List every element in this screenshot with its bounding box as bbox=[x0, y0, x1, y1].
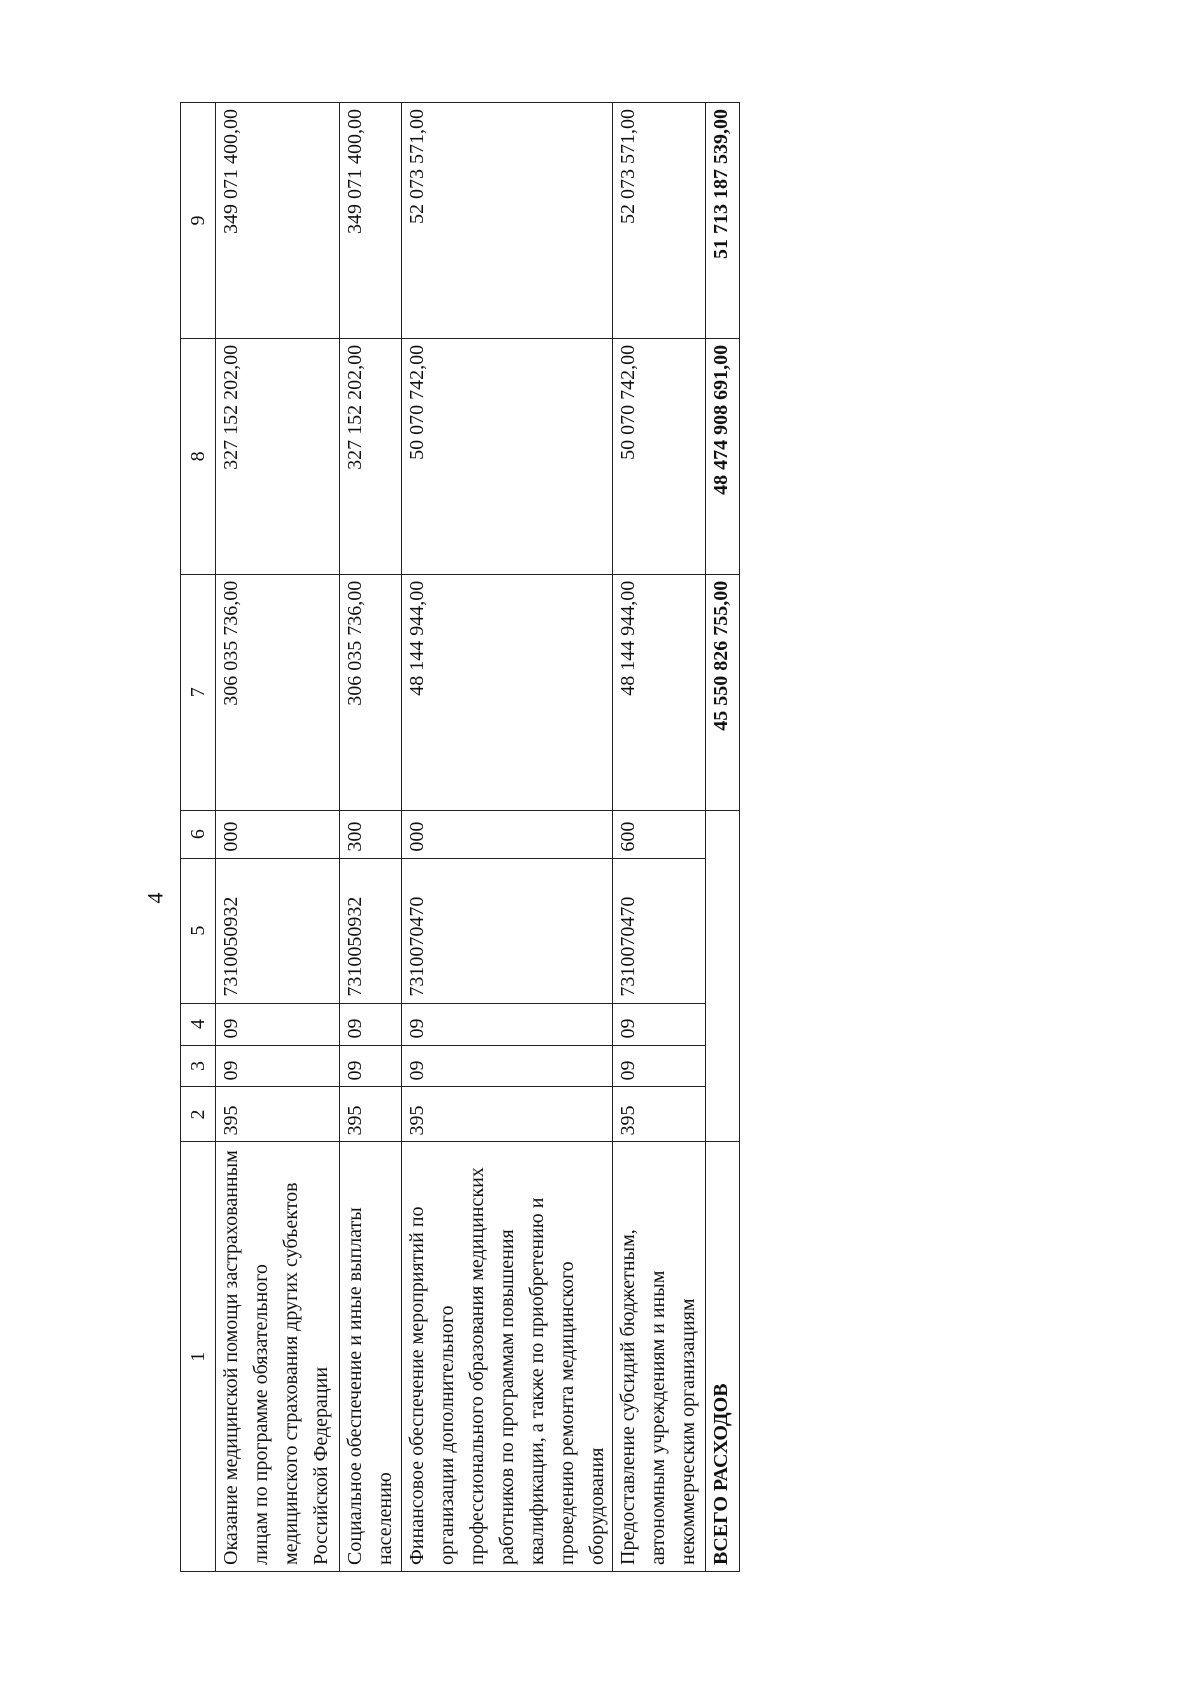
row-code-6: 000 bbox=[216, 810, 340, 858]
row-name: Социальное обеспечение и иные выплаты населению bbox=[340, 1142, 402, 1572]
row-code-4: 09 bbox=[613, 1003, 706, 1045]
row-code-6: 300 bbox=[340, 810, 402, 858]
table-row bbox=[216, 103, 340, 1572]
row-code-3: 09 bbox=[613, 1045, 706, 1087]
row-code-3: 09 bbox=[216, 1045, 340, 1087]
row-code-2: 395 bbox=[402, 1087, 613, 1142]
row-amount-8: 50 070 742,00 bbox=[402, 338, 613, 574]
row-code-4: 09 bbox=[216, 1003, 340, 1045]
total-row bbox=[706, 103, 740, 1572]
row-amount-8: 50 070 742,00 bbox=[613, 338, 706, 574]
header-col-5: 5 bbox=[181, 858, 216, 1003]
total-blank-cell bbox=[706, 810, 740, 1142]
budget-table bbox=[180, 102, 740, 1572]
row-amount-9: 52 073 571,00 bbox=[613, 103, 706, 339]
row-code-4: 09 bbox=[402, 1003, 613, 1045]
total-amount-8: 48 474 908 691,00 bbox=[706, 338, 740, 574]
row-amount-9: 349 071 400,00 bbox=[340, 103, 402, 339]
header-col-8: 8 bbox=[181, 338, 216, 574]
table-row bbox=[402, 103, 613, 1572]
row-code-3: 09 bbox=[402, 1045, 613, 1087]
header-col-3: 3 bbox=[181, 1045, 216, 1087]
total-amount-9: 51 713 187 539,00 bbox=[706, 103, 740, 339]
row-code-4: 09 bbox=[340, 1003, 402, 1045]
row-code-5: 7310050932 bbox=[340, 858, 402, 1003]
budget-table-container bbox=[180, 102, 740, 1572]
row-code-2: 395 bbox=[216, 1087, 340, 1142]
header-col-6: 6 bbox=[181, 810, 216, 858]
header-col-7: 7 bbox=[181, 574, 216, 810]
table-row bbox=[340, 103, 402, 1572]
row-amount-7: 48 144 944,00 bbox=[402, 574, 613, 810]
page-number: 4 bbox=[142, 892, 168, 904]
row-code-5: 7310050932 bbox=[216, 858, 340, 1003]
row-code-6: 600 bbox=[613, 810, 706, 858]
header-row bbox=[181, 103, 216, 1572]
row-amount-7: 48 144 944,00 bbox=[613, 574, 706, 810]
table-row bbox=[613, 103, 706, 1572]
row-amount-9: 52 073 571,00 bbox=[402, 103, 613, 339]
row-code-5: 7310070470 bbox=[402, 858, 613, 1003]
total-label: ВСЕГО РАСХОДОВ bbox=[706, 1142, 740, 1572]
row-name: Финансовое обеспечение мероприятий по организации дополнительного профессионального образования медицинских работников по программам повышения квалификации, а также по приобретению и проведению ремонта медицинского оборудования bbox=[402, 1142, 613, 1572]
row-code-3: 09 bbox=[340, 1045, 402, 1087]
row-code-2: 395 bbox=[340, 1087, 402, 1142]
header-col-1: 1 bbox=[181, 1142, 216, 1572]
header-col-9: 9 bbox=[181, 103, 216, 339]
header-col-2: 2 bbox=[181, 1087, 216, 1142]
row-name: Предоставление субсидий бюджетным, автономным учреждениям и иным некоммерческим организациям bbox=[613, 1142, 706, 1572]
row-code-5: 7310070470 bbox=[613, 858, 706, 1003]
row-amount-8: 327 152 202,00 bbox=[216, 338, 340, 574]
row-name: Оказание медицинской помощи застрахованным лицам по программе обязательного медицинского страхования других субъектов Российской Федерации bbox=[216, 1142, 340, 1572]
row-amount-8: 327 152 202,00 bbox=[340, 338, 402, 574]
row-amount-7: 306 035 736,00 bbox=[340, 574, 402, 810]
row-code-6: 000 bbox=[402, 810, 613, 858]
row-amount-7: 306 035 736,00 bbox=[216, 574, 340, 810]
header-col-4: 4 bbox=[181, 1003, 216, 1045]
row-amount-9: 349 071 400,00 bbox=[216, 103, 340, 339]
total-amount-7: 45 550 826 755,00 bbox=[706, 574, 740, 810]
row-code-2: 395 bbox=[613, 1087, 706, 1142]
